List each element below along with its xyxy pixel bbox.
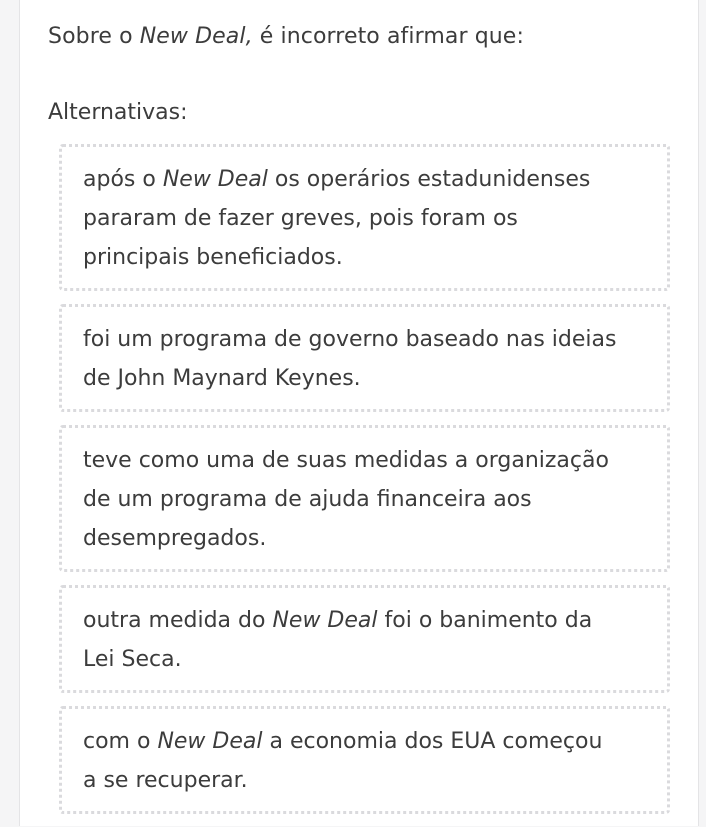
option-line: após o New Deal os operários estadunidenses [83, 167, 591, 192]
option-line: de um programa de ajuda financeira aos [83, 487, 532, 512]
alternative-option-4[interactable] [59, 585, 670, 693]
option-line: a se recuperar. [83, 768, 248, 793]
option-line: Lei Seca. [83, 647, 182, 672]
alternative-option-2[interactable] [59, 304, 670, 412]
alternatives-list [59, 144, 670, 827]
option-line: outra medida do New Deal foi o banimento da [83, 608, 593, 633]
alternative-option-3[interactable] [59, 425, 670, 572]
option-line: pararam de fazer greves, pois foram os [83, 206, 518, 231]
question-card [19, 0, 699, 826]
option-line: desempregados. [83, 526, 267, 551]
option-line: com o New Deal a economia dos EUA começou [83, 729, 603, 754]
option-line: principais beneficiados. [83, 245, 343, 270]
option-line: foi um programa de governo baseado nas ideias [83, 327, 617, 352]
option-line: de John Maynard Keynes. [83, 366, 361, 391]
alternative-option-5[interactable] [59, 706, 670, 814]
alternatives-label: Alternativas: [48, 100, 188, 125]
question-text: Sobre o New Deal, é incorreto afirmar que: [48, 24, 524, 49]
alternative-option-1[interactable] [59, 144, 670, 291]
option-line: teve como uma de suas medidas a organização [83, 448, 609, 473]
